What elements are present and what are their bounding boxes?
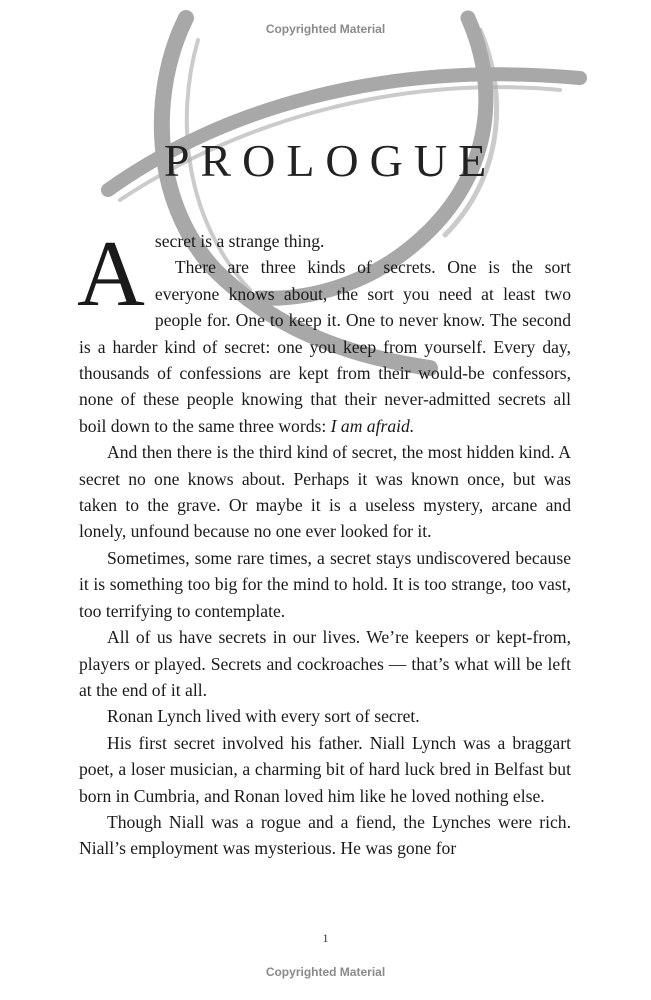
paragraph-1-italic: I am afraid. <box>330 415 415 436</box>
paragraph-1-opening: secret is a strange thing. <box>154 231 325 251</box>
copyright-header: Copyrighted Material <box>265 22 386 36</box>
paragraph-5: Ronan Lynch lived with every sort of secret. <box>107 706 420 727</box>
paragraph-6: His first secret involved his father. Niall Lynch was a braggart poet, a loser musician, a charming bit of hard luck bred in Belfast but born in Cumbria, and Ronan loved him like he loved nothing else. <box>79 732 571 806</box>
paragraph-3: Sometimes, some rare times, a secret stays undiscovered because it is something too big for the mind to hold. It is too strange, too vast, too terrifying to contemplate. <box>79 547 571 621</box>
paragraph-1 <box>77 222 571 439</box>
copyright-footer: Copyrighted Material <box>265 965 386 979</box>
paragraph-2: And then there is the third kind of secret, the most hidden kind. A secret no one knows about. Perhaps it was known once, but was taken to the grave. Or maybe it is a useless mystery, arcane and lonely, unfound because no one ever looked for it. <box>79 442 571 542</box>
paragraph-4: All of us have secrets in our lives. We’re keepers or kept-from, players or played. Secrets and cockroaches — that’s what will be left at the end of it all. <box>79 627 571 700</box>
page-number: 1 <box>322 931 329 945</box>
prologue-body <box>77 222 571 862</box>
drop-cap: A <box>77 222 145 326</box>
paragraph-1-text: There are three kinds of secrets. One is the sort everyone knows about, the sort you need at least two people for. One to keep it. One to never know. The second is a harder kind of secret: one you keep from yourself. Every day, thousands of confessions are kept from their would-be confessors, none of these people knowing that their never-admitted secrets all boil down to the same three words: <box>79 257 571 436</box>
chapter-title: PROLOGUE <box>163 135 498 186</box>
paragraph-7: Though Niall was a rogue and a fiend, the Lynches were rich. Niall’s employment was mysterious. He was gone for <box>79 811 571 859</box>
